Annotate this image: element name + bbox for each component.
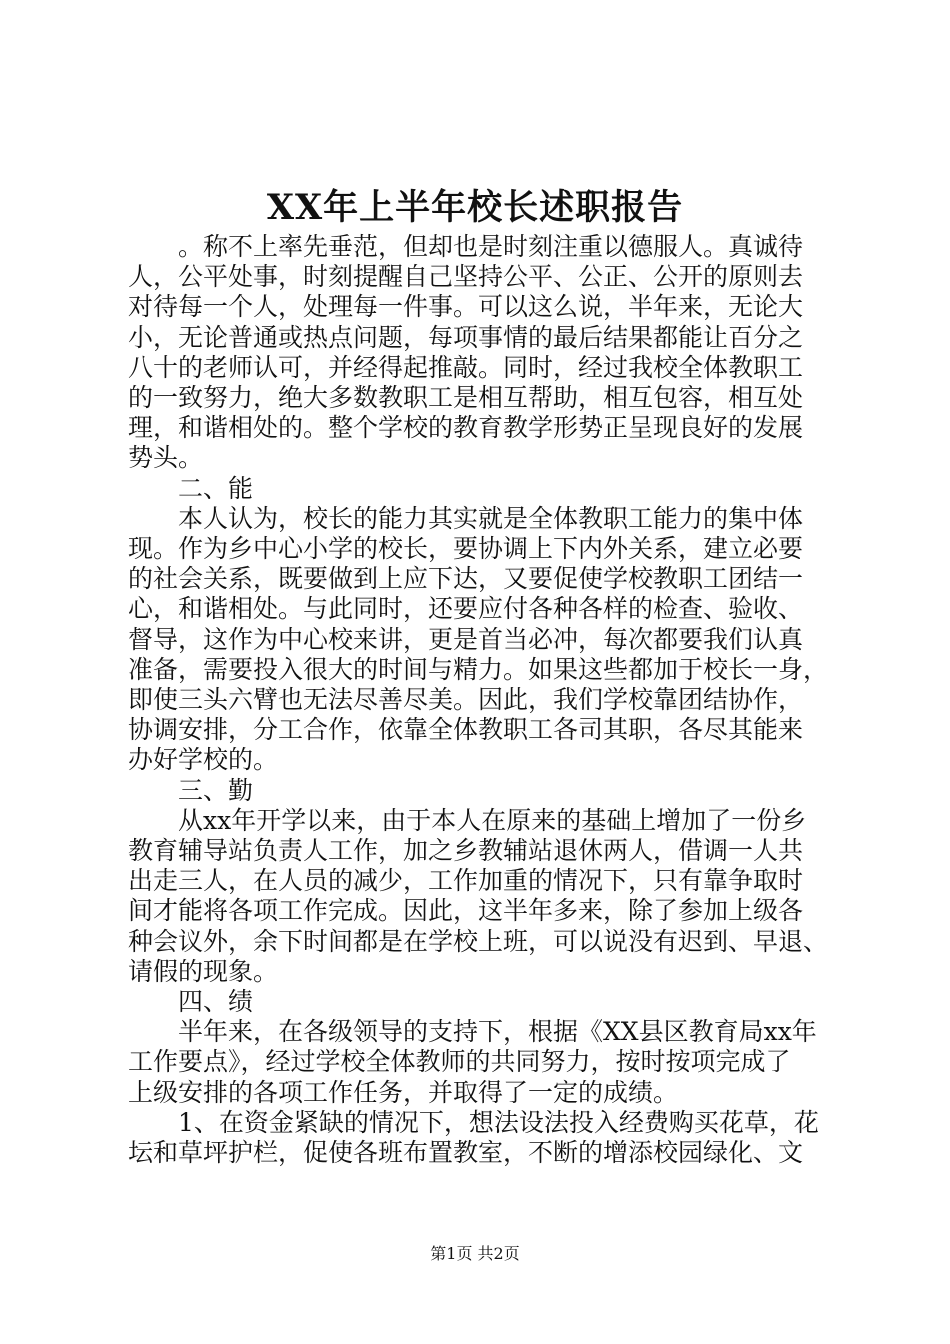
body-line: 即使三头六臂也无法尽善尽美。因此，我们学校靠团结协作， [128, 685, 804, 715]
body-line: 办好学校的。 [128, 745, 279, 775]
body-line: 教育辅导站负责人工作，加之乡教辅站退休两人，借调一人共 [128, 836, 804, 866]
page-footer: 第1页 共2页 [430, 1244, 520, 1263]
body-line: 半年来，在各级领导的支持下，根据《XX县区教育局xx年 [128, 1017, 817, 1047]
body-line: 种会议外，余下时间都是在学校上班，可以说没有迟到、早退、 [128, 926, 829, 956]
section-heading: 三、勤 [128, 775, 254, 805]
body-line: 出走三人，在人员的减少，工作加重的情况下，只有靠争取时 [128, 866, 804, 896]
body-line: 准备，需要投入很大的时间与精力。如果这些都加于校长一身， [128, 654, 829, 684]
body-line: 坛和草坪护栏，促使各班布置教室，不断的增添校园绿化、文 [128, 1138, 804, 1168]
body-line: 请假的现象。 [128, 956, 279, 986]
section-heading: 四、绩 [128, 987, 254, 1017]
body-line: 工作要点》，经过学校全体教师的共同努力，按时按项完成了 [128, 1047, 791, 1077]
body-line: 间才能将各项工作完成。因此，这半年多来，除了参加上级各 [128, 896, 804, 926]
section-heading: 二、能 [128, 473, 254, 503]
body-line: 八十的老师认可，并经得起推敲。同时，经过我校全体教职工 [128, 352, 804, 382]
body-line: 理，和谐相处的。整个学校的教育教学形势正呈现良好的发展 [128, 413, 804, 443]
body-line: 督导，这作为中心校来讲，更是首当必冲，每次都要我们认真 [128, 624, 804, 654]
body-line: 小，无论普通或热点问题，每项事情的最后结果都能让百分之 [128, 322, 804, 352]
body-line: 心，和谐相处。与此同时，还要应付各种各样的检查、验收、 [128, 594, 804, 624]
body-line: 势头。 [128, 443, 204, 473]
body-line: 。称不上率先垂范，但却也是时刻注重以德服人。真诚待 [128, 232, 804, 261]
body-line: 对待每一个人，处理每一件事。可以这么说，半年来，无论大 [128, 292, 804, 322]
body-line: 上级安排的各项工作任务，并取得了一定的成绩。 [128, 1077, 679, 1107]
body-line: 的一致努力，绝大多数教职工是相互帮助，相互包容，相互处 [128, 383, 804, 413]
body-line: 人，公平处事，时刻提醒自己坚持公平、公正、公开的原则去 [128, 262, 804, 292]
body-line: 1、在资金紧缺的情况下，想法设法投入经费购买花草，花 [128, 1107, 819, 1137]
body-line: 的社会关系，既要做到上应下达，又要促使学校教职工团结一 [128, 564, 804, 594]
document-title: XX年上半年校长述职报告 [266, 187, 684, 228]
body-line: 现。作为乡中心小学的校长，要协调上下内外关系，建立必要 [128, 534, 804, 564]
body-line: 从xx年开学以来，由于本人在原来的基础上增加了一份乡 [128, 805, 807, 835]
body-line: 协调安排，分工合作，依靠全体教职工各司其职，各尽其能来 [128, 715, 804, 745]
document-body [128, 232, 834, 1168]
body-line: 本人认为，校长的能力其实就是全体教职工能力的集中体 [128, 503, 804, 533]
